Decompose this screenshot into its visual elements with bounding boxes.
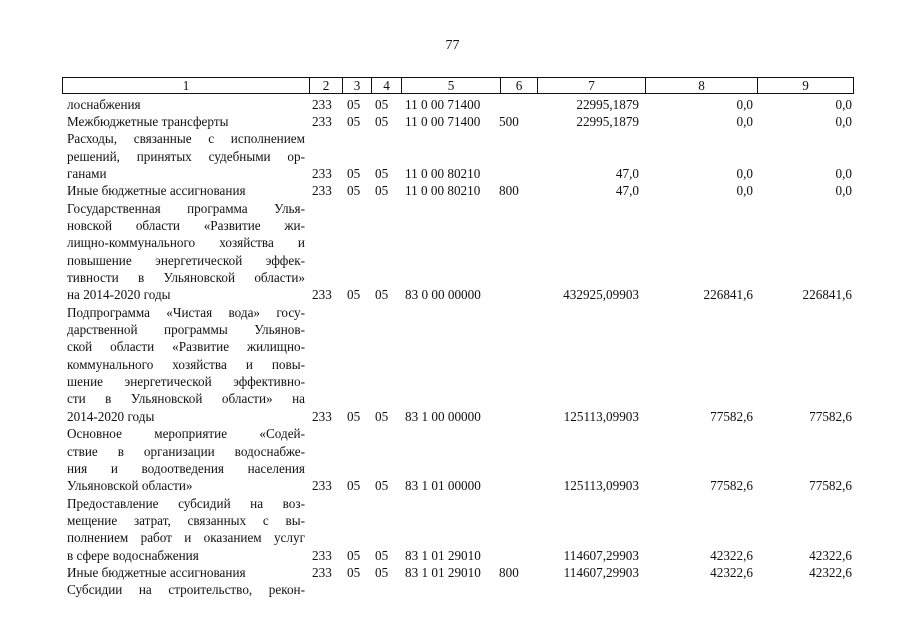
- table-row: [62, 321, 862, 338]
- table-row: [62, 581, 862, 598]
- header-cell-8: 8: [646, 78, 758, 93]
- row-col-4: 05: [375, 165, 389, 181]
- row-col-9-amount: 42322,6: [809, 547, 852, 563]
- row-description: Субсидии на строительство, рекон-: [67, 582, 305, 598]
- row-col-2: 233: [312, 287, 332, 303]
- row-col-4: 05: [375, 183, 389, 199]
- row-col-2: 233: [312, 408, 332, 424]
- table-row: [62, 460, 862, 477]
- row-description: Ульяновской области»: [67, 478, 193, 494]
- row-description: в сфере водоснабжения: [67, 547, 199, 563]
- row-col-5-code: 11 0 00 80210: [405, 165, 481, 181]
- table-row: [62, 495, 862, 512]
- row-col-8-amount: 42322,6: [710, 564, 753, 580]
- header-cell-6: 6: [501, 78, 538, 93]
- row-col-5-code: 83 0 00 00000: [405, 287, 481, 303]
- row-description: 2014-2020 годы: [67, 408, 155, 424]
- header-cell-4: 4: [372, 78, 402, 93]
- row-description: ствие в организации водоснабже-: [67, 443, 305, 459]
- row-col-3: 05: [347, 113, 361, 129]
- table-row: [62, 564, 862, 581]
- row-col-8-amount: 0,0: [736, 96, 753, 112]
- page-number: 77: [445, 38, 460, 53]
- row-description: тивности в Ульяновской области»: [67, 270, 305, 285]
- row-description: решений, принятых судебными ор-: [67, 148, 305, 164]
- table-row: [62, 269, 862, 286]
- row-col-7-amount: 22995,1879: [576, 96, 639, 112]
- row-col-6: 800: [499, 183, 519, 199]
- row-description: Межбюджетные трансферты: [67, 113, 229, 129]
- row-description: новской области «Развитие жи-: [67, 217, 305, 233]
- row-col-2: 233: [312, 113, 332, 129]
- table-row: [62, 234, 862, 251]
- table-row: [62, 408, 862, 425]
- row-col-5-code: 11 0 00 80210: [405, 183, 481, 199]
- row-col-2: 233: [312, 478, 332, 494]
- row-description: ской области «Развитие жилищно-: [67, 339, 305, 355]
- row-col-9-amount: 0,0: [835, 113, 852, 129]
- row-col-7-amount: 125113,09903: [563, 408, 639, 424]
- row-description: дарственной программы Ульянов-: [67, 322, 305, 338]
- row-col-8-amount: 226841,6: [703, 287, 753, 303]
- row-col-3: 05: [347, 408, 361, 424]
- row-col-4: 05: [375, 113, 389, 129]
- row-col-2: 233: [312, 564, 332, 580]
- row-col-7-amount: 114607,29903: [563, 564, 639, 580]
- row-description: ния и водоотведения населения: [67, 460, 305, 476]
- table-header: [62, 77, 854, 94]
- row-description: Предоставление субсидий на воз-: [67, 495, 305, 511]
- table-row: [62, 286, 862, 303]
- row-description: Основное мероприятие «Содей-: [67, 426, 305, 442]
- row-col-9-amount: 0,0: [835, 96, 852, 112]
- row-col-4: 05: [375, 408, 389, 424]
- table-row: [62, 130, 862, 147]
- table-row: [62, 477, 862, 494]
- table-row: [62, 529, 862, 546]
- row-col-8-amount: 42322,6: [710, 547, 753, 563]
- row-col-9-amount: 77582,6: [809, 478, 852, 494]
- row-description: Иные бюджетные ассигнования: [67, 183, 246, 199]
- table-row: [62, 148, 862, 165]
- row-col-3: 05: [347, 287, 361, 303]
- row-col-3: 05: [347, 547, 361, 563]
- row-col-9-amount: 77582,6: [809, 408, 852, 424]
- row-description: Расходы, связанные с исполнением: [67, 131, 305, 147]
- row-col-8-amount: 0,0: [736, 113, 753, 129]
- table-row: [62, 200, 862, 217]
- row-col-5-code: 83 1 01 29010: [405, 564, 481, 580]
- table-row: [62, 512, 862, 529]
- row-col-8-amount: 0,0: [736, 183, 753, 199]
- row-col-4: 05: [375, 564, 389, 580]
- row-description: шение энергетической эффективно-: [67, 374, 305, 390]
- header-cell-2: 2: [310, 78, 343, 93]
- row-col-6: 800: [499, 564, 519, 580]
- row-description: Государственная программа Улья-: [67, 200, 305, 216]
- row-col-3: 05: [347, 564, 361, 580]
- row-description: лищно-коммунального хозяйства и: [67, 235, 305, 251]
- table-row: [62, 390, 862, 407]
- row-col-9-amount: 226841,6: [802, 287, 852, 303]
- row-col-9-amount: 0,0: [835, 165, 852, 181]
- row-description: ганами: [67, 165, 107, 181]
- row-col-4: 05: [375, 287, 389, 303]
- row-col-7-amount: 114607,29903: [563, 547, 639, 563]
- row-col-7-amount: 47,0: [615, 165, 639, 181]
- table-row: [62, 443, 862, 460]
- table-row: [62, 165, 862, 182]
- row-col-7-amount: 125113,09903: [563, 478, 639, 494]
- row-col-6: 500: [499, 113, 519, 129]
- row-col-4: 05: [375, 478, 389, 494]
- row-col-9-amount: 42322,6: [809, 564, 852, 580]
- row-col-2: 233: [312, 165, 332, 181]
- table-row: [62, 338, 862, 355]
- row-description: повышение энергетической эффек-: [67, 252, 305, 268]
- row-col-3: 05: [347, 183, 361, 199]
- table-row: [62, 547, 862, 564]
- table-row: [62, 217, 862, 234]
- header-cell-7: 7: [538, 78, 646, 93]
- row-description: мещение затрат, связанных с вы-: [67, 512, 305, 528]
- row-col-2: 233: [312, 547, 332, 563]
- table-row: [62, 113, 862, 130]
- row-col-8-amount: 0,0: [736, 165, 753, 181]
- table-row: [62, 182, 862, 199]
- row-description: лоснабжения: [67, 96, 141, 112]
- table-row: [62, 304, 862, 321]
- row-col-7-amount: 432925,09903: [563, 287, 639, 303]
- table-row: [62, 96, 862, 113]
- row-col-5-code: 83 1 01 00000: [405, 478, 481, 494]
- header-cell-5: 5: [402, 78, 501, 93]
- row-col-8-amount: 77582,6: [710, 478, 753, 494]
- row-col-3: 05: [347, 478, 361, 494]
- table-row: [62, 356, 862, 373]
- row-col-9-amount: 0,0: [835, 183, 852, 199]
- header-cell-3: 3: [343, 78, 372, 93]
- row-description: на 2014-2020 годы: [67, 287, 171, 303]
- header-cell-9: 9: [802, 78, 809, 93]
- row-col-3: 05: [347, 165, 361, 181]
- row-description: Подпрограмма «Чистая вода» госу-: [67, 304, 305, 320]
- header-cell-1: 1: [63, 78, 310, 93]
- row-description: коммунального хозяйства и повы-: [67, 356, 305, 372]
- row-description: Иные бюджетные ассигнования: [67, 564, 246, 580]
- row-col-7-amount: 22995,1879: [576, 113, 639, 129]
- table-row: [62, 373, 862, 390]
- row-col-7-amount: 47,0: [615, 183, 639, 199]
- row-col-5-code: 83 1 00 00000: [405, 408, 481, 424]
- row-col-8-amount: 77582,6: [710, 408, 753, 424]
- row-col-5-code: 11 0 00 71400: [405, 113, 481, 129]
- row-col-5-code: 11 0 00 71400: [405, 96, 481, 112]
- row-description: полнением работ и оказанием услуг: [67, 530, 305, 546]
- row-col-5-code: 83 1 01 29010: [405, 547, 481, 563]
- row-col-2: 233: [312, 183, 332, 199]
- row-col-4: 05: [375, 547, 389, 563]
- row-col-4: 05: [375, 96, 389, 112]
- row-col-2: 233: [312, 96, 332, 112]
- row-col-3: 05: [347, 96, 361, 112]
- row-description: сти в Ульяновской области» на: [67, 391, 305, 407]
- table-row: [62, 252, 862, 269]
- table-row: [62, 425, 862, 442]
